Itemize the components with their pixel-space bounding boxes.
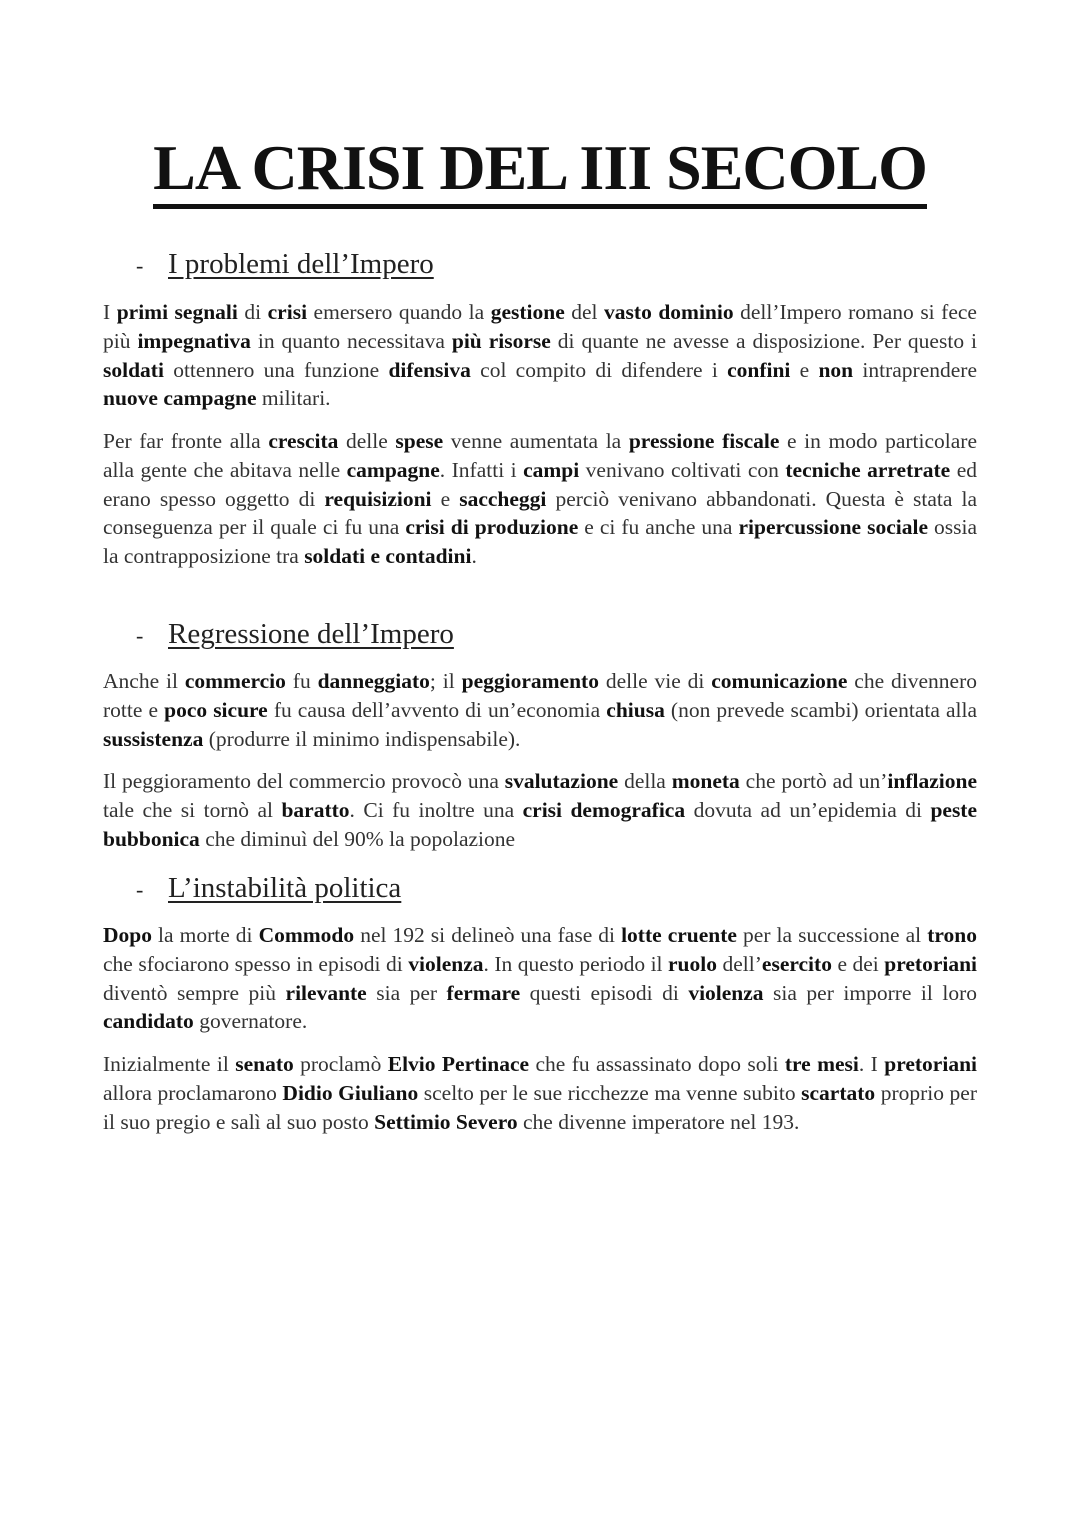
highlighted-term: gestione xyxy=(490,300,565,324)
highlighted-term: impegnativa xyxy=(137,328,251,353)
bullet-dash: - xyxy=(136,877,144,903)
paragraph-text: sia per imporre il loro xyxy=(763,980,977,1005)
paragraph-text: che fu assassinato dopo soli xyxy=(529,1052,785,1076)
paragraph-text: (non prevede scambi) orientata alla xyxy=(664,697,977,722)
paragraph-text: col compito di difendere i xyxy=(470,357,728,382)
highlighted-term: confini xyxy=(727,357,791,382)
highlighted-term: Didio Giuliano xyxy=(282,1080,419,1105)
highlighted-term: Elvio Pertinace xyxy=(387,1052,530,1076)
highlighted-term: chiusa xyxy=(606,697,665,722)
section-heading-text: L’instabilità politica xyxy=(168,872,402,904)
highlighted-term: pretoriani xyxy=(884,951,978,976)
paragraph-text: diventò sempre più xyxy=(103,980,286,1005)
section-heading-instabilita xyxy=(136,870,401,908)
bullet-dash: - xyxy=(136,253,144,279)
paragraph-text: ottennero una funzione xyxy=(163,357,389,382)
highlighted-term: ruolo xyxy=(668,951,717,976)
bullet-dash: - xyxy=(136,623,144,649)
section-heading-regressione xyxy=(136,616,454,654)
section-heading-problemi xyxy=(136,246,434,284)
paragraph-text: che divennero rotte e xyxy=(103,669,977,722)
highlighted-term: soldati xyxy=(103,357,164,382)
paragraph-text: militari. xyxy=(256,386,331,411)
paragraph-text: e xyxy=(431,486,460,511)
page-title: LA CRISI DEL III SECOLO xyxy=(153,132,927,209)
highlighted-term: vasto dominio xyxy=(604,300,734,324)
highlighted-term: fermare xyxy=(446,980,521,1005)
highlighted-term: ripercussione sociale xyxy=(738,515,929,540)
paragraph-text: I xyxy=(103,300,117,324)
paragraph-text: nel 192 si delineò una fase di xyxy=(354,923,622,947)
highlighted-term: crescita xyxy=(268,429,339,453)
paragraph-text: scelto per le sue ricchezze ma venne subito xyxy=(418,1080,802,1105)
highlighted-term: campi xyxy=(523,457,580,482)
section-heading-text: I problemi dell’Impero xyxy=(168,248,434,280)
paragraph-text: e ci fu anche una xyxy=(578,515,739,540)
highlighted-term: più risorse xyxy=(451,328,551,353)
section-heading-text: Regressione dell’Impero xyxy=(168,618,454,650)
highlighted-term: scartato xyxy=(801,1080,876,1105)
paragraph-text: per la successione al xyxy=(736,923,928,947)
highlighted-term: crisi demografica xyxy=(522,797,686,822)
paragraph-text: intraprendere xyxy=(853,357,977,382)
paragraph-text: fu xyxy=(285,669,318,693)
highlighted-term: spese xyxy=(395,429,444,453)
paragraph-text: . I xyxy=(858,1052,885,1076)
highlighted-term: trono xyxy=(927,923,977,947)
highlighted-term: requisizioni xyxy=(324,486,432,511)
highlighted-term: esercito xyxy=(761,951,832,976)
highlighted-term: moneta xyxy=(671,769,740,793)
highlighted-term: lotte cruente xyxy=(621,923,737,947)
highlighted-term: commercio xyxy=(184,669,286,693)
paragraph-text: (produrre il minimo indispensabile). xyxy=(203,726,521,751)
paragraph-text: la morte di xyxy=(151,923,259,947)
paragraph xyxy=(103,298,977,413)
paragraph-text: venne aumentata la xyxy=(443,429,629,453)
paragraph-text: questi episodi di xyxy=(520,980,689,1005)
highlighted-term: saccheggi xyxy=(459,486,547,511)
paragraph-text: governatore. xyxy=(193,1009,308,1034)
highlighted-term: campagne xyxy=(346,457,440,482)
highlighted-term: poco sicure xyxy=(164,697,268,722)
highlighted-term: svalutazione xyxy=(504,769,619,793)
paragraph-text: che divenne imperatore nel 193. xyxy=(517,1109,800,1134)
paragraph-text: venivano coltivati con xyxy=(579,457,786,482)
highlighted-term: senato xyxy=(235,1052,294,1076)
paragraph-text: dell’ xyxy=(717,951,762,976)
paragraph-text: che diminuì del 90% la popolazione xyxy=(199,826,516,851)
title-container xyxy=(0,132,1080,209)
paragraph-text: dell’Impero romano si fece più xyxy=(103,300,977,353)
paragraph-text: delle vie di xyxy=(598,669,712,693)
highlighted-term: Commodo xyxy=(258,923,355,947)
paragraph-text: che portò ad un’ xyxy=(739,769,888,793)
highlighted-term: difensiva xyxy=(388,357,471,382)
paragraph xyxy=(103,427,977,571)
paragraph-text: Il peggioramento del commercio provocò una xyxy=(103,769,505,793)
highlighted-term: baratto xyxy=(281,797,350,822)
paragraph-text: ; il xyxy=(429,669,462,693)
highlighted-term: soldati e contadini xyxy=(304,544,472,569)
paragraph-text: ed erano spesso oggetto di xyxy=(103,457,977,511)
highlighted-term: rilevante xyxy=(285,980,367,1005)
paragraph-text: tale che si tornò al xyxy=(103,797,282,822)
paragraph-text: Anche il xyxy=(103,669,185,693)
paragraph-text: Per far fronte alla xyxy=(103,429,269,453)
highlighted-term: primi segnali xyxy=(116,300,238,324)
highlighted-term: sussistenza xyxy=(103,726,204,751)
paragraph-text: di quante ne avesse a disposizione. Per questo i xyxy=(550,328,977,353)
highlighted-term: danneggiato xyxy=(317,669,430,693)
paragraph-text: allora proclamarono xyxy=(103,1080,283,1105)
paragraph-text: . xyxy=(471,544,477,569)
highlighted-term: pressione fiscale xyxy=(628,429,780,453)
highlighted-term: pretoriani xyxy=(884,1052,977,1076)
paragraph xyxy=(103,1050,977,1136)
highlighted-term: Dopo xyxy=(103,923,152,947)
highlighted-term: crisi di produzione xyxy=(405,515,579,540)
paragraph-text: proprio per il suo pregio e salì al suo posto xyxy=(103,1080,977,1134)
paragraph-text: della xyxy=(618,769,672,793)
paragraph-text: perciò venivano abbandonati. Questa è stata la conseguenza per il quale ci fu una xyxy=(103,486,978,540)
paragraph xyxy=(103,767,977,853)
highlighted-term: candidato xyxy=(103,1009,194,1034)
paragraph-text: e dei xyxy=(831,951,885,976)
paragraph-text: fu causa dell’avvento di un’economia xyxy=(267,697,607,722)
highlighted-term: tecniche arretrate xyxy=(785,457,951,482)
paragraph-text: proclamò xyxy=(293,1052,388,1076)
highlighted-term: peggioramento xyxy=(461,669,599,693)
paragraph-text: e xyxy=(790,357,819,382)
highlighted-term: peste bubbonica xyxy=(103,797,978,851)
paragraph-text: . Infatti i xyxy=(439,457,524,482)
highlighted-term: tre mesi xyxy=(784,1052,859,1076)
paragraph-text: emersero quando la xyxy=(307,300,491,324)
paragraph xyxy=(103,667,977,753)
paragraph-text: del xyxy=(564,300,605,324)
paragraph xyxy=(103,921,977,1036)
highlighted-term: comunicazione xyxy=(711,669,848,693)
highlighted-term: violenza xyxy=(688,980,764,1005)
paragraph-text: e in modo particolare alla gente che abitava nelle xyxy=(103,429,977,482)
paragraph-text: ossia la contrapposizione tra xyxy=(103,515,978,569)
highlighted-term: crisi xyxy=(267,300,308,324)
paragraph-text: sia per xyxy=(366,980,447,1005)
paragraph-text: di xyxy=(237,300,268,324)
highlighted-term: inflazione xyxy=(887,769,977,793)
paragraph-text: che sfociarono spesso in episodi di xyxy=(103,951,409,976)
paragraph-text: dovuta ad un’epidemia di xyxy=(685,797,931,822)
highlighted-term: non xyxy=(818,357,854,382)
paragraph-text: delle xyxy=(338,429,396,453)
highlighted-term: violenza xyxy=(408,951,484,976)
paragraph-text: . In questo periodo il xyxy=(483,951,669,976)
paragraph-text: in quanto necessitava xyxy=(250,328,452,353)
highlighted-term: nuove campagne xyxy=(103,386,257,411)
paragraph-text: . Ci fu inoltre una xyxy=(349,797,523,822)
paragraph-text: Inizialmente il xyxy=(103,1052,236,1076)
highlighted-term: Settimio Severo xyxy=(374,1109,518,1134)
